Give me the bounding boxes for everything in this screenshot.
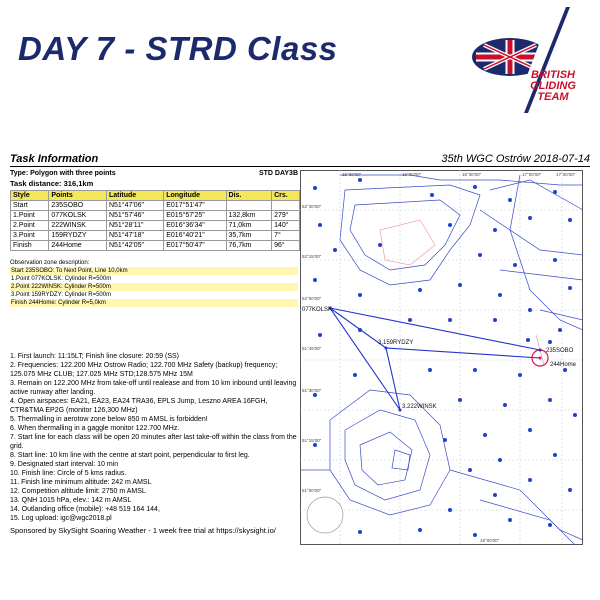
- turnpoint-label: 235SOBO: [546, 348, 574, 354]
- table-row: [11, 201, 300, 211]
- table-cell: 3.Point: [11, 231, 49, 241]
- task-info-panel: [10, 170, 298, 545]
- table-cell: E016°40'21": [164, 231, 226, 241]
- observation-zone-line: Start 235SOBO: To Next Point, Line 10,0km: [10, 267, 298, 275]
- sponsor-note: Sponsored by SkySight Soaring Weather - 1 week free trial at https://skysight.io/: [10, 526, 276, 535]
- table-cell: 077KOLSK: [49, 211, 107, 221]
- lon-tick: 18°00'00": [480, 538, 500, 543]
- circular-zone: [307, 497, 343, 533]
- task-table-header: [11, 191, 300, 201]
- task-distance: Task distance: 316,1km: [10, 179, 94, 188]
- table-cell: 1.Point: [11, 211, 49, 221]
- table-cell: 140°: [272, 221, 300, 231]
- lat-tick: 52°30'00": [302, 204, 322, 209]
- note-item: 10. Finish line: Circle of 5 kms radius.: [10, 470, 127, 477]
- note-item: 7. Start line for each class will be open 20 minutes after last take-off within the class from the grid.: [10, 434, 297, 450]
- table-cell: E017°50'47": [164, 241, 226, 251]
- table-row: [11, 231, 300, 241]
- briefing-notes: [10, 352, 300, 523]
- note-item: 9. Designated start interval: 10 min: [10, 461, 119, 468]
- note-item: 5. Thermalling in aerotow zone below 850 m AMSL is forbidden!: [10, 416, 208, 423]
- lat-tick: 51°00'00": [302, 488, 322, 493]
- finish-point-marker: [539, 357, 542, 360]
- turnpoint-label: 244Home: [550, 362, 577, 368]
- table-cell: 235SOBO: [49, 201, 107, 211]
- table-cell: E016°36'34": [164, 221, 226, 231]
- logo-text-line-1: BRITISH: [531, 69, 575, 81]
- table-cell: 279°: [272, 211, 300, 221]
- lon-tick: 16°00'00": [402, 172, 422, 177]
- logo-text: [518, 70, 588, 103]
- observation-zone-line: Finish 244Home: Cylinder R=5,0km: [10, 299, 298, 307]
- british-gliding-team-logo: [470, 5, 590, 115]
- column-header: Longitude: [164, 191, 226, 201]
- observation-zone-line: 1.Point 077KOLSK: Cylinder R=500m: [11, 276, 112, 282]
- table-cell: E015°57'25": [164, 211, 226, 221]
- table-cell: Start: [11, 201, 49, 211]
- column-header: Points: [49, 191, 107, 201]
- task-type-row: [10, 170, 298, 178]
- lat-tick: 51°15'00": [302, 438, 322, 443]
- map-canvas[interactable]: [300, 170, 583, 545]
- table-cell: 7°: [272, 231, 300, 241]
- logo-text-line-3: TEAM: [537, 91, 569, 103]
- header-divider: [10, 166, 590, 167]
- task-table: [10, 190, 300, 251]
- task-map[interactable]: [300, 170, 583, 545]
- table-cell: [272, 201, 300, 211]
- observation-zone-title: Observation zone description:: [10, 260, 90, 266]
- table-cell: 71,0km: [226, 221, 272, 231]
- column-header: Crs.: [272, 191, 300, 201]
- table-cell: N51°42'05": [106, 241, 163, 251]
- table-cell: 159RYDZY: [49, 231, 107, 241]
- table-cell: N51°47'18": [106, 231, 163, 241]
- note-item: 2. Frequencies: 122.200 MHz Ostrow Radio; 122.700 MHz Safety (backup) frequency; 125.075 MHz CLUB; 127.025 MHz STD;128.575 MHz 15M: [10, 362, 278, 378]
- event-label: 35th WGC Ostrów 2018-07-14: [441, 153, 590, 165]
- observation-zone-line: 2.Point 222WINSK: Cylinder R=500m: [10, 283, 298, 291]
- table-cell: N51°28'11": [106, 221, 163, 231]
- note-item: 3. Remain on 122.200 MHz from take-off until realease and from 10 km inbound until leaving active runway after landing.: [10, 380, 297, 396]
- turnpoint-label: 077KOLSK: [302, 307, 333, 313]
- task-code: STD DAY3B: [258, 170, 298, 177]
- table-cell: 2.Point: [11, 221, 49, 231]
- note-item: 15. Log upload: igc@wgc2018.pl: [10, 515, 112, 522]
- column-header: Latitude: [106, 191, 163, 201]
- lat-tick: 51°45'00": [302, 346, 322, 351]
- table-cell: 244Home: [49, 241, 107, 251]
- lon-tick: 17°00'00": [522, 172, 542, 177]
- table-row: [11, 221, 300, 231]
- column-header: Dis.: [226, 191, 272, 201]
- note-item: 4. Open airspaces: EA21, EA23, EA24 TRA36, EPLS Jump, Leszno AREA 16FGH, CTR&TMA EP2G (monitor 126,300 MHz): [10, 398, 268, 414]
- table-cell: 35,7km: [226, 231, 272, 241]
- table-cell: Finish: [11, 241, 49, 251]
- table-row: [11, 211, 300, 221]
- table-cell: [226, 201, 272, 211]
- table-cell: N51°57'46": [106, 211, 163, 221]
- lon-tick: 15°30'00": [342, 172, 362, 177]
- lat-tick: 52°00'00": [302, 296, 322, 301]
- section-title: Task Information: [10, 153, 99, 165]
- observation-zone-line: 3.Point 159RYDZY: Cylinder R=500m: [11, 292, 112, 298]
- note-item: 13. QNH 1015 hPa, elev.: 142 m AMSL: [10, 497, 132, 504]
- page-title: DAY 7 - STRD Class: [18, 30, 338, 67]
- note-item: 12. Competition altitude limit: 2750 m AMSL: [10, 488, 146, 495]
- table-cell: 132,8km: [226, 211, 272, 221]
- note-item: 11. Finish line minimum altitude: 242 m AMSL: [10, 479, 152, 486]
- note-item: 8. Start line: 10 km line with the centre at start point, perpendicular to first leg.: [10, 452, 250, 459]
- table-cell: 222WINSK: [49, 221, 107, 231]
- note-item: 6. When thermalling in a gaggle monitor 122.700 MHz.: [10, 425, 180, 432]
- table-cell: 76,7km: [226, 241, 272, 251]
- logo-text-line-2: GLIDING: [530, 80, 576, 92]
- lon-tick: 17°30'00": [556, 172, 576, 177]
- note-item: 14. Outlanding office (mobile): +48 519 164 144,: [10, 506, 160, 513]
- lon-tick: 16°30'00": [462, 172, 482, 177]
- task-type: Type: Polygon with three points: [10, 170, 116, 177]
- table-cell: E017°51'47": [164, 201, 226, 211]
- note-item: 1. First launch: 11:15LT; Finish line closure: 20:59 (SS): [10, 353, 179, 360]
- table-cell: N51°47'06": [106, 201, 163, 211]
- table-cell: 96°: [272, 241, 300, 251]
- turnpoint-label: 3.222WINSK: [402, 404, 437, 410]
- lat-tick: 52°15'00": [302, 254, 322, 259]
- lat-tick: 51°30'00": [302, 388, 322, 393]
- column-header: Style: [11, 191, 49, 201]
- table-row: [11, 241, 300, 251]
- turnpoint-label: 3.159RYDZY: [378, 340, 414, 346]
